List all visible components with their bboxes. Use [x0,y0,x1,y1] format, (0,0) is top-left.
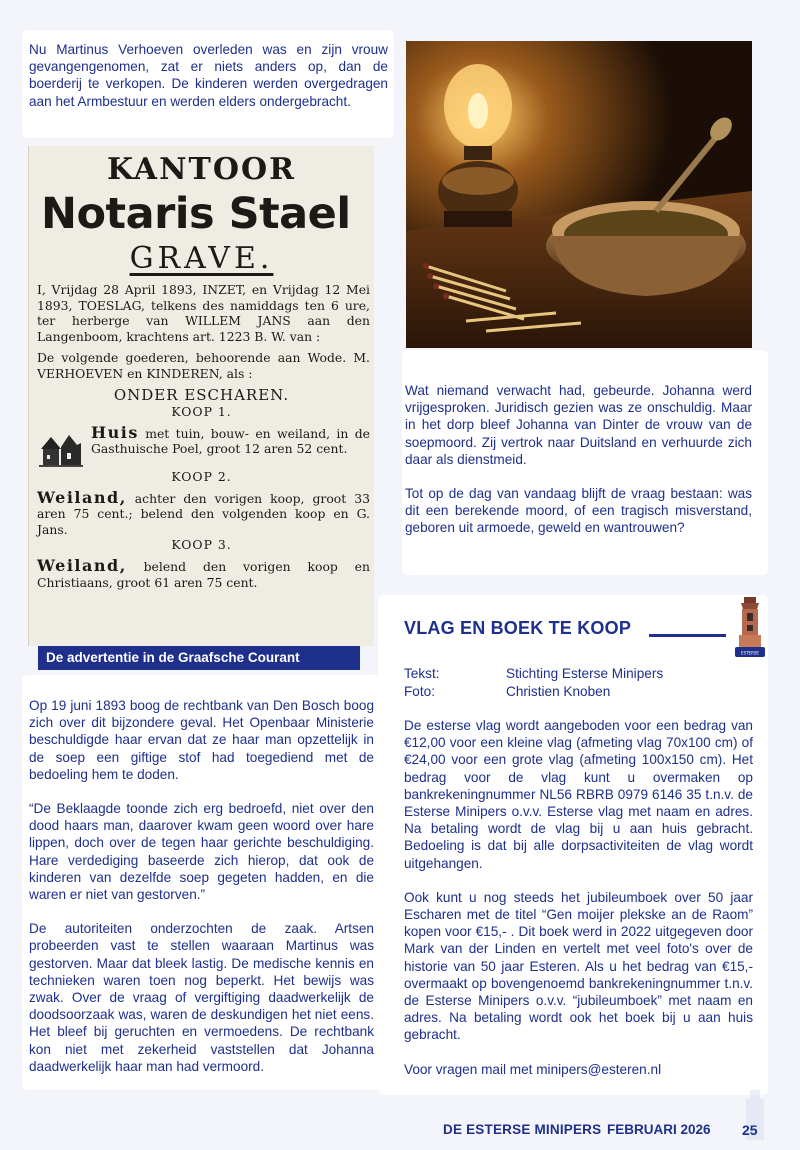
trial-paragraph: Op 19 juni 1893 boog de rechtbank van Den Bosch boog zich over dit bijzondere geval. Het Openbaar Ministerie beschuldigde haar ervan dat ze haar man opzettelijk in de soep een giftige stof had toegediend met de bedoeling hem te doden. [29,698,374,782]
clip-item-2-text: achter den vorigen koop, groot 33 aren 75 cent.; belend den volgenden koop en G. Jans. [37,490,370,537]
newspaper-advertisement [28,146,374,646]
section-paragraph: Ook kunt u nog steeds het jubileumboek over 50 jaar Escharen met de titel “Gen moijer plekske an de Raom” kopen voor €15,- . Dit boek werd in 2022 uitgegeven door Mark van der Linden en vertelt met veel foto's over de historie van 50 jaar Esteren. Als u het bedrag van €15,- overmaakt op bovengenoemd bankrekeningnummer t.n.v. de Esterse Minipers o.v.v. “jubileumboek” met naam en adres. Na betaling wordt ook het boek bij u aan huis gebracht. [404,889,753,1043]
trial-text [29,697,374,1075]
page-number: 25 [742,1122,758,1138]
tower-logo-icon [733,597,767,661]
svg-text:ESTERSE: ESTERSE [741,650,759,656]
clip-item-3 [37,558,370,590]
section-title: VLAG EN BOEK TE KOOP [404,618,632,638]
clip-item-1-title: Huis [91,422,139,442]
trial-paragraph: “De Beklaagde toonde zich erg bedroefd, niet over den dood haars man, daarover kwam geen woord over hare lippen, doch over de tegen haar gerichte beschuldiging. Hare verdediging baseerde zich hierop, dat ook de kinderen van dezelfde soep gegeten hadden, en die waren er niet van gestorven.” [29,801,374,903]
clip-notaris: Notaris Stael [41,189,351,239]
clip-item-2 [37,487,370,538]
clip-item-3-title: Weiland, [37,556,127,576]
clip-item-3-text: belend den vorigen koop en Christiaans, groot 61 aren 75 cent. [37,559,370,590]
trial-paragraph: De autoriteiten onderzochten de zaak. Artsen probeerden vast te stellen waaraan Martinus was gestorven. Maar dat bleek lastig. De medische kennis en technieken waren toen nog beperkt. Het bewijs was zwak. Over de vraag of vergiftiging daadwerkelijk de doodsoorzaak was, waren de deskundigen het niet eens. Het bleef bij geruchten en vermoedens. De rechtbank kon niet met zekerheid vaststellen dat Johanna daadwerkelijk haar man had vermoord. [29,921,374,1074]
credit-key: Tekst: [404,666,440,681]
credit-row [404,683,754,701]
clip-item-2-title: Weiland, [37,487,127,507]
clip-item-1-text: met tuin, bouw- en weiland, in de Gasthuische Poel, groot 12 aren 52 cent. [91,425,370,457]
credit-row [404,665,754,683]
intro-paragraph: Nu Martinus Verhoeven overleden was en zijn vrouw gevangengenomen, zat er niets anders op, dan de boerderij te verkopen. De kinderen werden overgedragen aan het Armbestuur en werden elders ondergebracht. [29,42,388,109]
footer-magazine-name: DE ESTERSE MINIPERS [443,1122,602,1137]
lamp-soup-photo [406,41,752,348]
title-underline [649,634,726,637]
clip-koop-2: KOOP 2. [171,468,232,484]
acquittal-paragraph: Wat niemand verwacht had, gebeurde. Johanna werd vrijgesproken. Juridisch gezien was ze onschuldig. Maar in het dorp bleef Johanna van Dinter de vrouw van de soepmoord. Zij vertrok naar Duitsland en verhuurde zich daar als dienstmeid. [405,383,752,467]
clip-item-1 [37,422,370,469]
section-body [404,717,753,1078]
credit-value: Stichting Esterse Minipers [506,666,664,681]
house-icon [37,427,85,469]
lamp-soup-illustration [406,41,752,348]
clip-koop-1: KOOP 1. [171,403,232,419]
clip-grave: GRAVE. [129,241,274,276]
credits [404,665,754,700]
acquittal-text [405,382,752,537]
credit-key: Foto: [404,683,435,699]
clip-heading: ONDER ESCHAREN. [113,385,290,404]
contact-line: Voor vragen mail met minipers@esteren.nl [404,1061,662,1077]
clip-kantoor: KANTOOR [106,152,297,187]
section-paragraph: De esterse vlag wordt aangeboden voor een bedrag van €12,00 voor een kleine vlag (afmeting vlag 70x100 cm) of €24,00 voor een grote vlag (afmeting 100x150 cm). Het bedrag voor de vlag kunt u overmaken op bankrekeningnummer NL56 RBRB 0979 6146 35 t.n.v. de Esterse Minipers o.v.v. Esterse vlag met naam en adres. Na betaling wordt de vlag bij u aan huis gebracht. Bedoeling is dat bij alle dorpsactiviteiten de vlag wordt uitgehangen. [404,718,753,871]
image-caption: De advertentie in de Graafsche Courant [38,646,360,670]
footer-issue: FEBRUARI 2026 [607,1122,711,1137]
credit-value: Christien Knoben [506,683,611,699]
clip-body-2: De volgende goederen, behoorende aan Wode. M. VERHOEVEN en KINDEREN, als : [37,350,370,381]
clip-koop-3: KOOP 3. [171,537,232,553]
clip-body-1: I, Vrijdag 28 April 1893, INZET, en Vrijdag 12 Mei 1893, TOESLAG, telkens des namiddags ten 6 ure, ter herberge van WILLEM JANS aan den Langenboom, krachtens art. 1223 B. W. van : [37,282,370,344]
acquittal-paragraph: Tot op de dag van vandaag blijft de vraag bestaan: was dit een berekende moord, of een tragisch misverstand, geboren uit armoede, geweld en wantrouwen? [405,486,752,536]
